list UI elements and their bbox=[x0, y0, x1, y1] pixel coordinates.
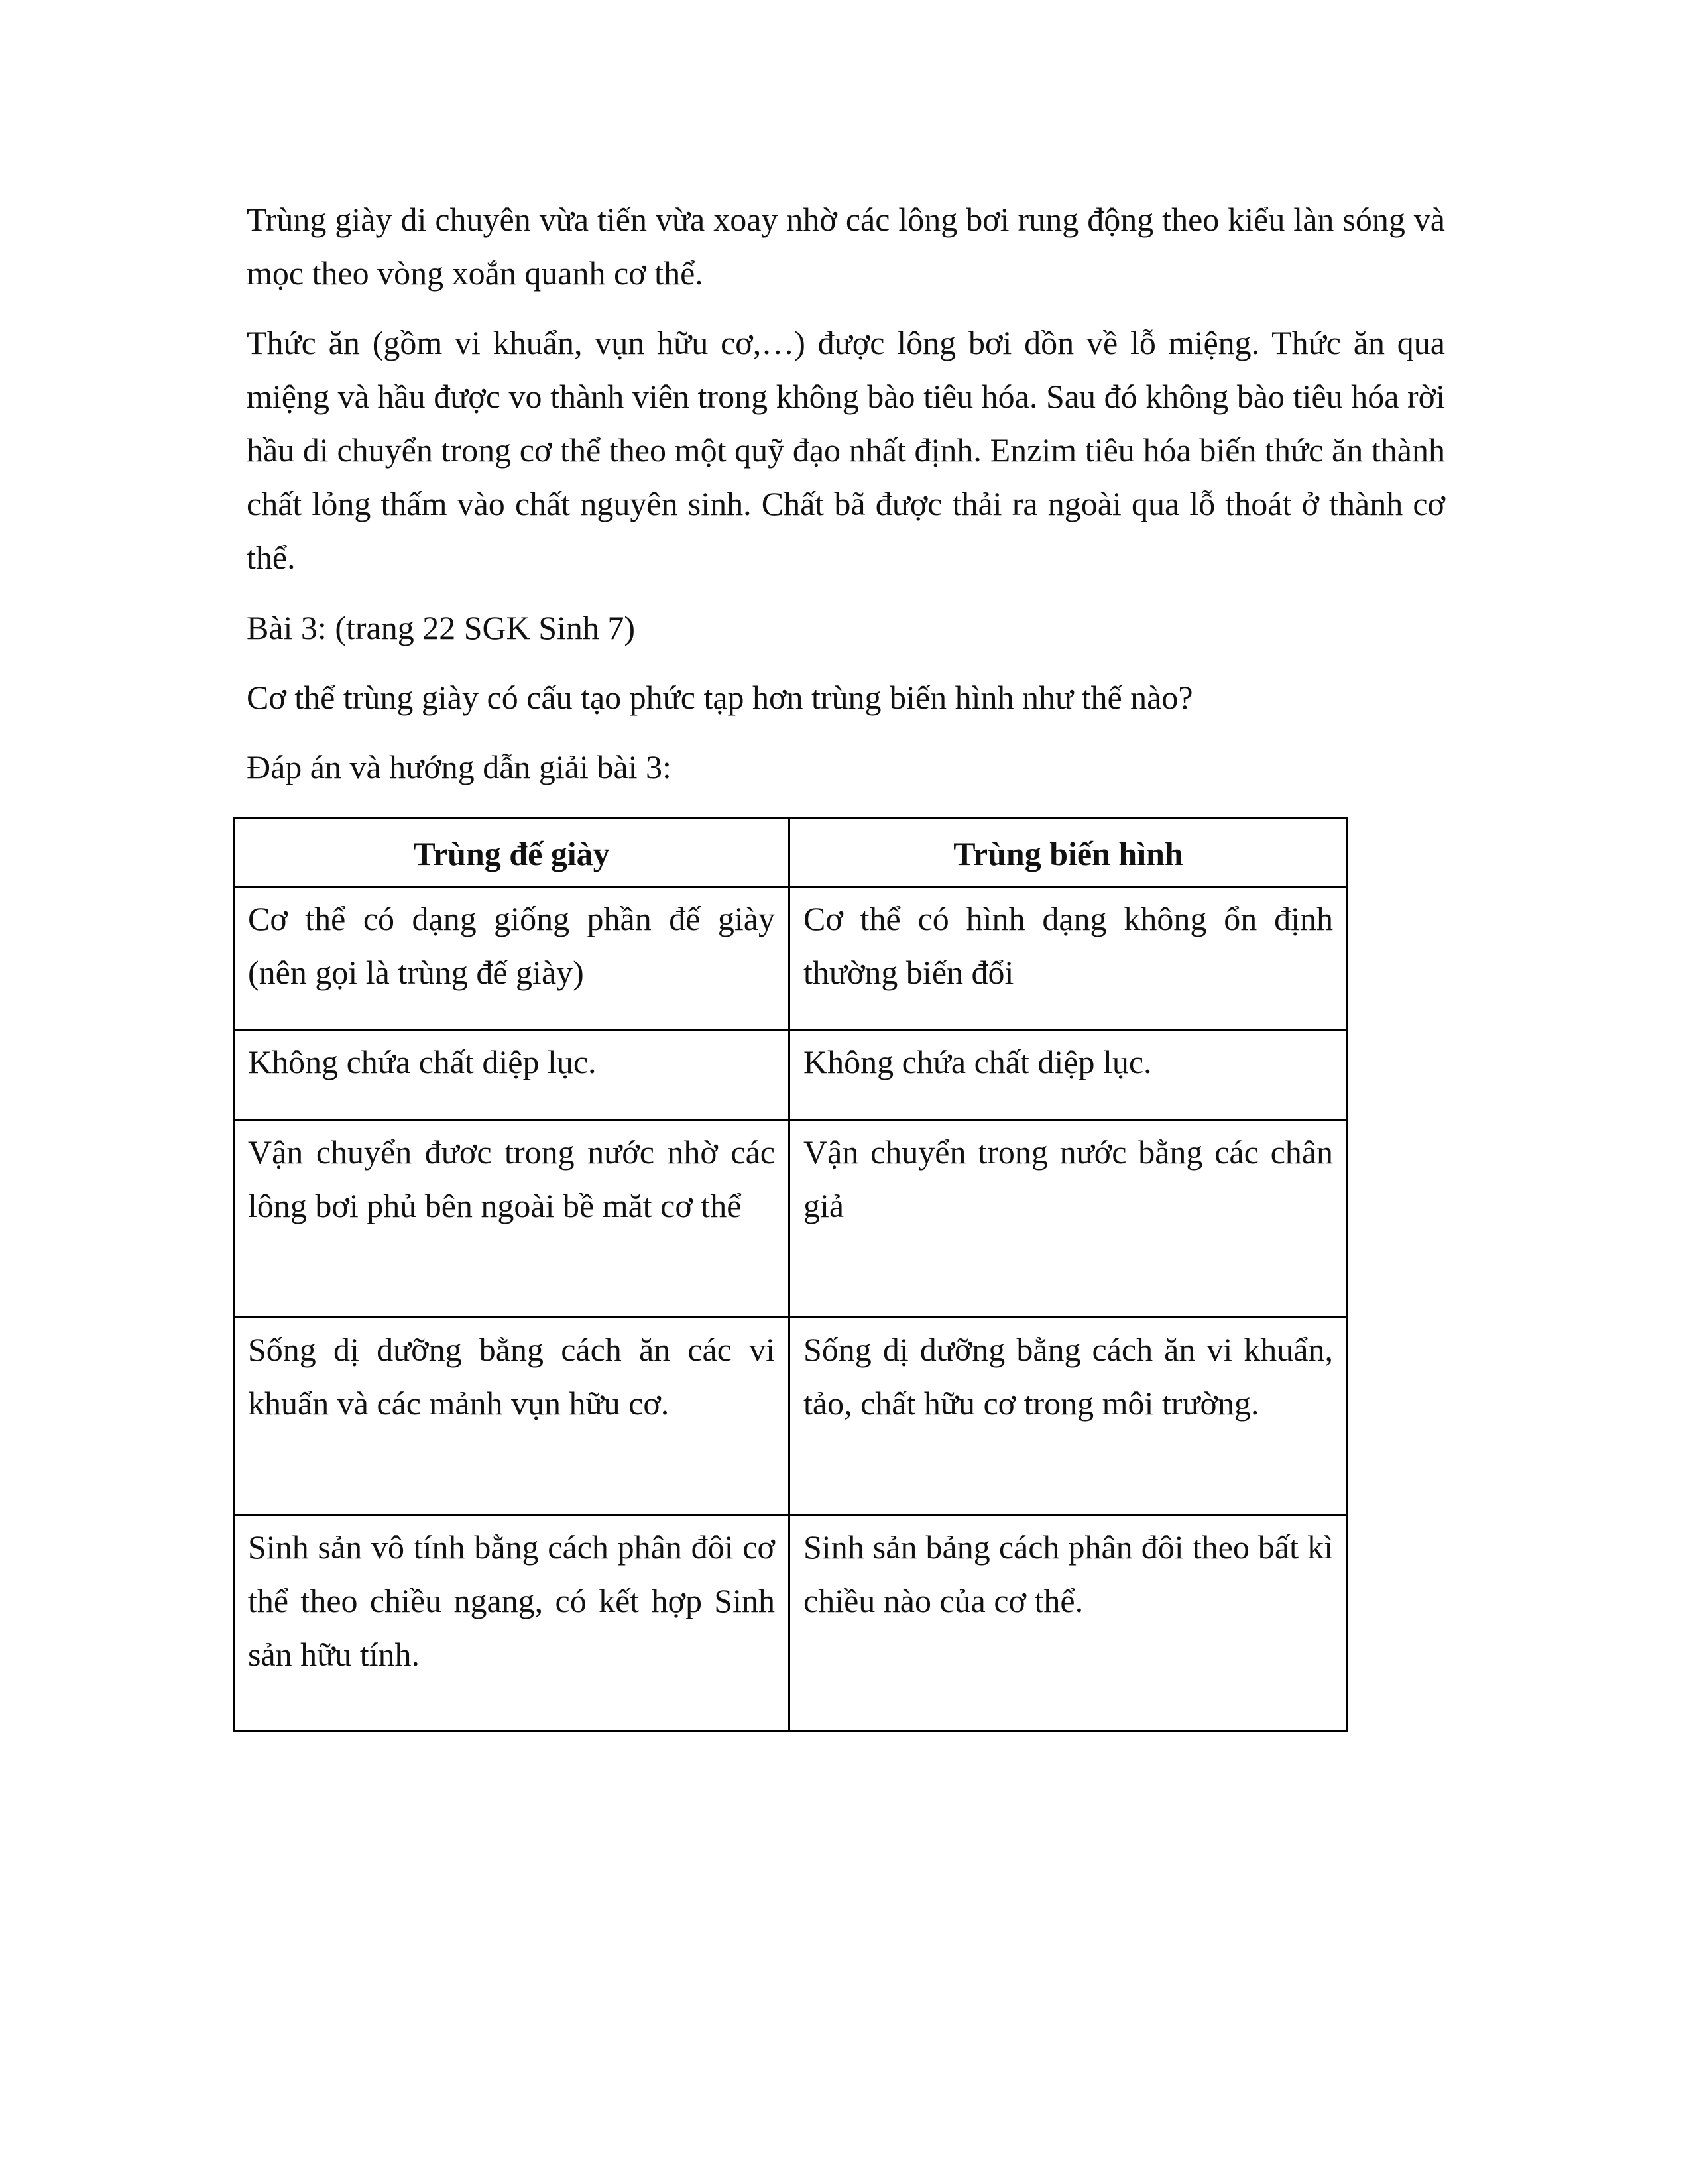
table-cell: Vận chuyển đươc trong nước nhờ các lông bơi phủ bên ngoài bề măt cơ thể bbox=[234, 1120, 789, 1318]
table-cell: Sống dị dưỡng bằng cách ăn vi khuẩn, tảo, chất hữu cơ trong môi trường. bbox=[789, 1318, 1348, 1515]
table-cell: Cơ thể có dạng giống phần đế giày (nên gọi là trùng đế giày) bbox=[234, 887, 789, 1030]
table-cell: Sinh sản bảng cách phân đôi theo bất kì chiều nào của cơ thể. bbox=[789, 1515, 1348, 1731]
paragraph-feeding: Thức ăn (gồm vi khuẩn, vụn hữu cơ,…) được lông bơi dồn về lỗ miệng. Thức ăn qua miệng và hầu được vo thành viên trong không bào tiêu hóa. Sau đó không bào tiêu hóa rời hầu di chuyển trong cơ thể theo một quỹ đạo nhất định. Enzim tiêu hóa biến thức ăn thành chất lỏng thấm vào chất nguyên sinh. Chất bã được thải ra ngoài qua lỗ thoát ở thành cơ thể. bbox=[247, 324, 1445, 576]
table-cell: Không chứa chất diệp lục. bbox=[234, 1030, 789, 1120]
table-cell: Cơ thể có hình dạng không ổn định thường biến đổi bbox=[789, 887, 1348, 1030]
table-row bbox=[234, 1120, 1348, 1318]
table-cell: Sống dị dưỡng bằng cách ăn các vi khuẩn và các mảnh vụn hữu cơ. bbox=[234, 1318, 789, 1515]
table-cell: Không chứa chất diệp lục. bbox=[789, 1030, 1348, 1120]
table-row bbox=[234, 887, 1348, 1030]
table-row bbox=[234, 1318, 1348, 1515]
answer-heading: Đáp án và hướng dẫn giải bài 3: bbox=[247, 748, 671, 785]
comparison-table bbox=[233, 817, 1348, 1732]
header-paramecium: Trùng đế giày bbox=[234, 819, 789, 887]
exercise-question: Cơ thể trùng giày có cấu tạo phức tạp hơn trùng biến hình như thế nào? bbox=[247, 679, 1193, 716]
paragraph-movement: Trùng giày di chuyên vừa tiến vừa xoay nhờ các lông bơi rung động theo kiểu làn sóng và mọc theo vòng xoắn quanh cơ thể. bbox=[247, 201, 1445, 292]
header-amoeba: Trùng biến hình bbox=[789, 819, 1348, 887]
table-row bbox=[234, 1030, 1348, 1120]
table-cell: Vận chuyển trong nước bằng các chân giả bbox=[789, 1120, 1348, 1318]
table-header-row bbox=[234, 819, 1348, 887]
exercise-heading: Bài 3: (trang 22 SGK Sinh 7) bbox=[247, 609, 636, 646]
table-row bbox=[234, 1515, 1348, 1731]
table-cell: Sinh sản vô tính bằng cách phân đôi cơ thể theo chiều ngang, có kết hợp Sinh sản hữu tính. bbox=[234, 1515, 789, 1731]
